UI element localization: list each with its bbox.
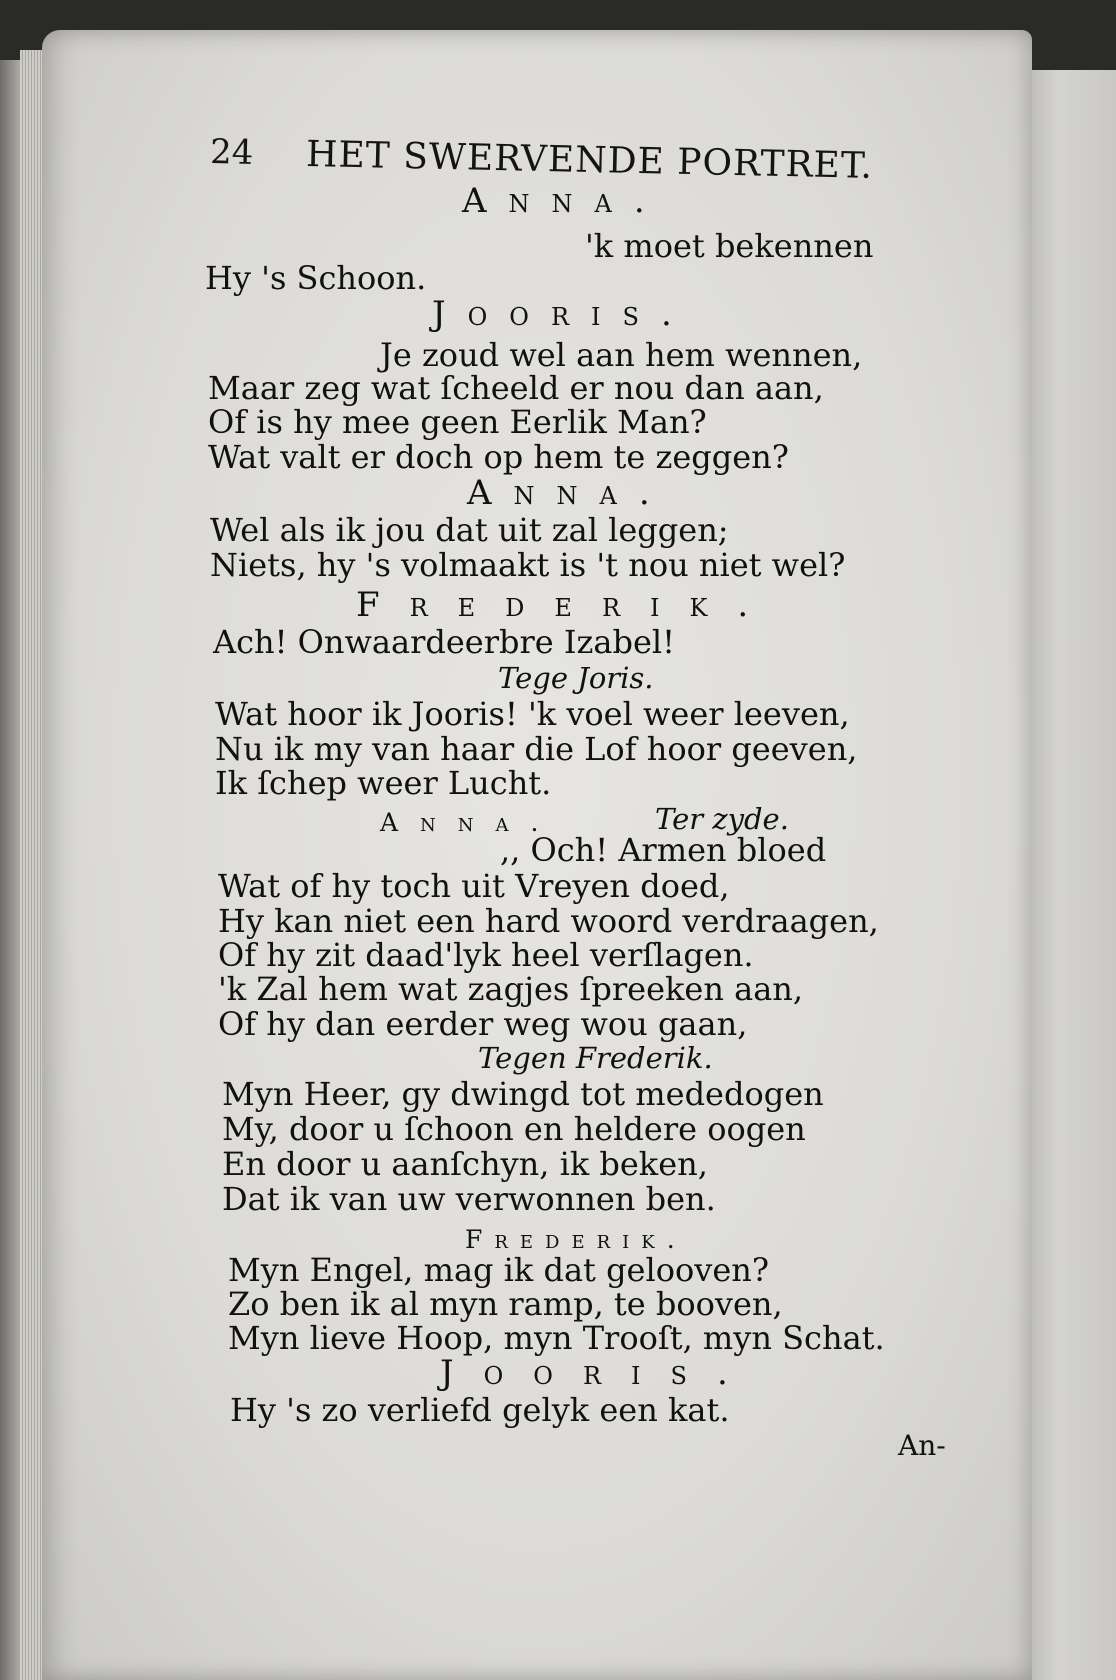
verse-line: Wel als ik jou dat uit zal leggen;: [210, 511, 729, 549]
speaker-anna: Anna.: [467, 473, 672, 513]
verse-line: ,, Och! Armen bloed: [500, 831, 827, 869]
speaker-frederik: Frederik.: [465, 1225, 687, 1254]
verse-line: Myn Engel, mag ik dat gelooven?: [228, 1251, 770, 1289]
running-title: HET SWERVENDE PORTRET.: [305, 134, 874, 187]
verse-line: Of hy zit daad'lyk heel verſlagen.: [218, 936, 754, 974]
verse-line: Hy kan niet een hard woord verdraagen,: [218, 902, 879, 940]
verse-line: Je zoud wel aan hem wennen,: [380, 336, 863, 374]
speaker-jooris: Jooris.: [432, 294, 694, 334]
stage-direction: Ter zyde.: [655, 802, 789, 836]
verse-line: Wat valt er doch op hem te zeggen?: [208, 438, 789, 476]
verse-line: En door u aanſchyn, ik beken,: [222, 1145, 708, 1183]
catchword: An-: [898, 1429, 946, 1462]
verse-line: Wat of hy toch uit Vreyen doed,: [218, 867, 730, 905]
speaker-frederik: Frederik.: [356, 585, 779, 625]
stage-direction: Tegen Frederik.: [478, 1041, 713, 1075]
speaker-anna: Anna.: [462, 181, 667, 221]
verse-line: Wat hoor ik Jooris! 'k voel weer leeven,: [215, 695, 850, 733]
verse-line: Hy 's zo verliefd gelyk een kat.: [230, 1391, 730, 1429]
verse-line: Myn Heer, gy dwingd tot mededogen: [222, 1075, 824, 1113]
verse-line: Nu ik my van haar die Lof hoor geeven,: [215, 730, 858, 768]
verse-line: Of is hy mee geen Eerlik Man?: [208, 403, 707, 441]
verse-line: Ik ſchep weer Lucht.: [215, 764, 552, 802]
page-number: 24: [209, 132, 254, 173]
verse-line: Myn lieve Hoop, myn Trooſt, myn Schat.: [228, 1319, 885, 1357]
verse-line: Ach! Onwaardeerbre Izabel!: [213, 623, 675, 661]
verse-line: 'k moet bekennen: [585, 227, 874, 265]
verse-line: 'k Zal hem wat zagjes ſpreeken aan,: [218, 970, 804, 1008]
verse-line: Hy 's Schoon.: [205, 259, 427, 297]
verse-line: Maar zeg wat ſcheeld er nou dan aan,: [208, 369, 824, 407]
speaker-anna: Anna.: [380, 808, 561, 837]
verse-line: Of hy dan eerder weg wou gaan,: [218, 1005, 748, 1043]
verse-line: Zo ben ik al myn ramp, te booven,: [228, 1285, 783, 1323]
stage-direction: Tege Joris.: [498, 661, 654, 695]
verse-line: Dat ik van uw verwonnen ben.: [222, 1180, 716, 1218]
verse-line: Niets, hy 's volmaakt is 't nou niet wel?: [210, 546, 846, 584]
speaker-jooris: Jooris.: [440, 1353, 758, 1393]
verse-line: My, door u ſchoon en heldere oogen: [222, 1110, 806, 1148]
